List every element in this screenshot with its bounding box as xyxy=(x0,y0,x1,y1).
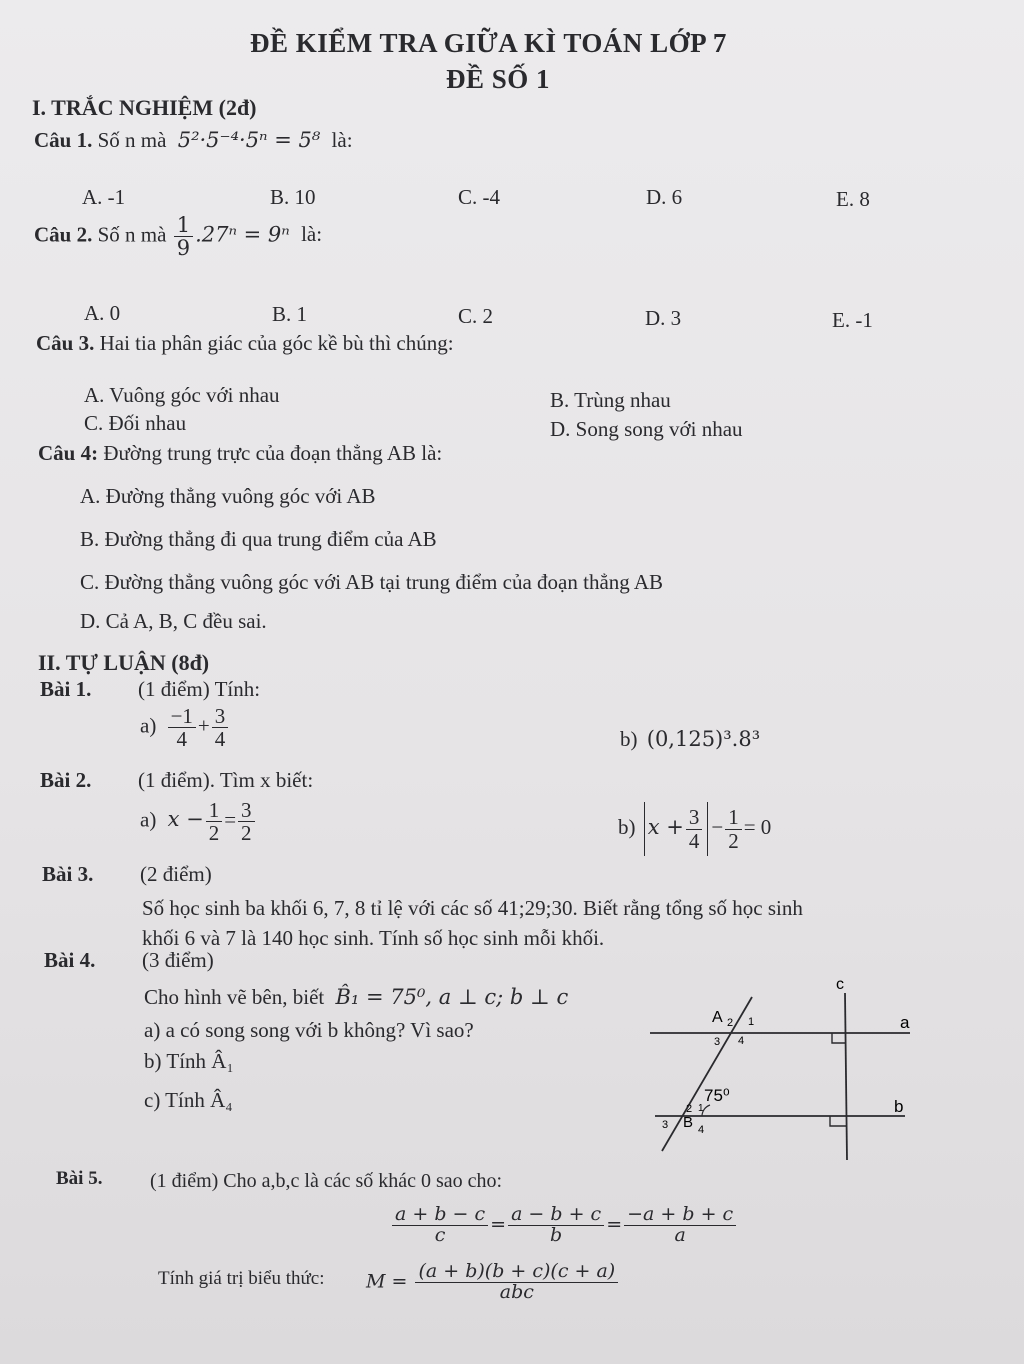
exercise-4-points: (3 điểm) xyxy=(142,948,214,972)
angle-a4: 4 xyxy=(738,1035,745,1047)
question-1-option-e: E. 8 xyxy=(836,187,870,211)
fraction-denominator: 2 xyxy=(728,828,739,853)
fraction-numerator: 3 xyxy=(686,806,703,829)
question-2-fraction-denominator: 9 xyxy=(176,236,191,261)
exercise-2-part-a-label: a) xyxy=(140,807,157,832)
exercise-3-line-1: Số học sinh ba khối 6, 7, 8 tỉ lệ với các số 41;29;30. Biết rằng tổng số học sinh xyxy=(142,896,803,920)
question-3-option-c: C. Đối nhau xyxy=(84,411,187,435)
question-1-label: Câu 1. xyxy=(34,128,93,152)
question-3-label: Câu 3. xyxy=(36,331,95,355)
exercise-1-part-a-label: a) xyxy=(140,713,157,738)
exercise-3-points: (2 điểm) xyxy=(140,862,212,886)
variable-x: x − xyxy=(167,807,204,832)
question-2-option-a: A. 0 xyxy=(84,301,121,325)
question-2-option-b: B. 1 xyxy=(272,302,308,326)
label-point-a: A xyxy=(712,1009,723,1026)
question-4-option-a: A. Đường thẳng vuông góc với AB xyxy=(80,484,376,508)
label-point-b: B xyxy=(683,1114,694,1131)
fraction-denominator: a xyxy=(674,1223,686,1246)
fraction-denominator: 2 xyxy=(208,821,220,846)
question-3-text: Hai tia phân giác của góc kề bù thì chúng: xyxy=(99,331,454,355)
exercise-2-text: (1 điểm). Tìm x biết: xyxy=(138,768,314,792)
exercise-4-intro-text: Cho hình vẽ bên, biết xyxy=(144,985,325,1009)
fraction-denominator: b xyxy=(550,1223,563,1246)
question-2-option-e: E. -1 xyxy=(832,308,873,332)
question-1-expression: 5²·5⁻⁴·5ⁿ = 5⁸ xyxy=(177,128,321,152)
exercise-4-figure xyxy=(640,965,930,1170)
line-c xyxy=(845,993,847,1160)
question-3-option-d: D. Song song với nhau xyxy=(550,417,743,441)
exercise-2-part-b xyxy=(618,802,771,856)
absolute-value-bar-right xyxy=(707,802,708,856)
exercise-4-part-c: c) Tính Â₄ xyxy=(144,1088,233,1112)
exercise-1-label: Bài 1. xyxy=(40,677,92,701)
angle-b4: 4 xyxy=(698,1124,705,1136)
label-a: a xyxy=(900,1013,910,1032)
exercise-5-expression xyxy=(366,1262,620,1303)
question-4-option-d: D. Cả A, B, C đều sai. xyxy=(80,609,267,633)
absolute-value-bar-left xyxy=(644,802,645,856)
question-2-option-c: C. 2 xyxy=(458,304,494,328)
fraction-denominator: abc xyxy=(499,1280,534,1303)
equals-sign: = xyxy=(224,807,237,832)
angle-value-75: 75⁰ xyxy=(704,1086,730,1105)
fraction-numerator: 1 xyxy=(725,806,742,829)
question-4 xyxy=(38,441,442,466)
exercise-3-label: Bài 3. xyxy=(42,862,94,886)
question-4-option-b: B. Đường thẳng đi qua trung điểm của AB xyxy=(80,527,437,551)
question-1-option-b: B. 10 xyxy=(270,185,316,209)
fraction-denominator: 4 xyxy=(688,828,700,853)
exercise-4-intro xyxy=(144,985,568,1010)
transversal-line xyxy=(662,997,755,1151)
right-angle-mark-b xyxy=(830,1116,846,1126)
fraction-numerator: (a + b)(b + c)(c + a) xyxy=(415,1262,618,1283)
exercise-1-part-a xyxy=(140,705,230,750)
question-1-tail: là: xyxy=(331,128,353,152)
exercise-5-label: Bài 5. xyxy=(56,1168,103,1189)
exercise-5-text: (1 điểm) Cho a,b,c là các số khác 0 sao cho: xyxy=(150,1170,503,1192)
fraction-numerator: 3 xyxy=(212,705,229,728)
section-multiple-choice-heading: I. TRẮC NGHIỆM (2đ) xyxy=(32,95,257,120)
equals-sign: = xyxy=(606,1213,623,1236)
question-2 xyxy=(34,214,322,259)
question-2-label: Câu 2. xyxy=(34,222,93,247)
section-essay-heading: II. TỰ LUẬN (8đ) xyxy=(38,650,210,675)
label-b: b xyxy=(894,1097,904,1116)
angle-b1: 1 xyxy=(698,1103,704,1114)
exercise-1-part-b xyxy=(620,727,760,752)
variable-x: x + xyxy=(647,814,684,839)
fraction-numerator: 1 xyxy=(206,799,223,822)
exam-subtitle: ĐỀ SỐ 1 xyxy=(446,64,551,94)
fraction-denominator: 2 xyxy=(241,821,252,846)
fraction-numerator: −a + b + c xyxy=(624,1205,736,1226)
angle-a2: 2 xyxy=(727,1017,734,1029)
exercise-4-part-b: b) Tính Â₁ xyxy=(144,1049,234,1073)
equals-zero: = 0 xyxy=(743,814,772,839)
fraction-denominator: c xyxy=(434,1223,446,1246)
exercise-5-eval-text: Tính giá trị biểu thức: xyxy=(158,1268,325,1289)
equals-sign: = xyxy=(490,1213,507,1236)
exercise-1-text: (1 điểm) Tính: xyxy=(138,677,261,701)
exercise-2-part-a xyxy=(140,799,257,844)
exercise-4-part-a: a) a có song song với b không? Vì sao? xyxy=(144,1018,474,1042)
question-2-fraction-numerator: 1 xyxy=(174,214,193,237)
fraction-denominator: 4 xyxy=(214,727,226,752)
fraction-numerator: 3 xyxy=(238,799,255,822)
angle-a3: 3 xyxy=(714,1036,721,1048)
question-4-text: Đường trung trực của đoạn thẳng AB là: xyxy=(103,441,443,465)
angle-b2: 2 xyxy=(686,1103,693,1115)
question-2-tail: là: xyxy=(301,222,323,247)
exercise-4-label: Bài 4. xyxy=(44,948,96,972)
question-2-text: Số n mà xyxy=(97,222,167,247)
question-1-option-a: A. -1 xyxy=(82,185,126,209)
fraction-numerator: a − b + c xyxy=(508,1205,604,1226)
exercise-4-given: B̂₁ = 75⁰, a ⊥ c; b ⊥ c xyxy=(335,985,569,1009)
fraction-numerator: a + b − c xyxy=(392,1205,488,1226)
exercise-3-line-2: khối 6 và 7 là 140 học sinh. Tính số học sinh mỗi khối. xyxy=(142,926,605,950)
exercise-1-part-b-label: b) xyxy=(620,727,638,751)
question-1-text: Số n mà xyxy=(97,128,167,152)
fraction-denominator: 4 xyxy=(176,727,187,752)
question-3 xyxy=(36,331,454,356)
angle-b3: 3 xyxy=(662,1119,669,1131)
question-2-option-d: D. 3 xyxy=(645,306,682,330)
question-1-option-d: D. 6 xyxy=(646,185,683,209)
exercise-2-label: Bài 2. xyxy=(40,768,92,792)
m-label: M = xyxy=(366,1270,408,1293)
question-4-label: Câu 4: xyxy=(38,441,99,465)
question-4-option-c: C. Đường thẳng vuông góc với AB tại trung điểm của đoạn thẳng AB xyxy=(80,570,664,594)
question-3-option-b: B. Trùng nhau xyxy=(550,388,671,412)
label-c: c xyxy=(836,976,844,993)
question-2-expression: .27ⁿ = 9ⁿ xyxy=(195,222,290,247)
question-3-option-a: A. Vuông góc với nhau xyxy=(84,383,280,407)
question-1 xyxy=(34,128,353,153)
fraction-numerator: −1 xyxy=(168,705,196,728)
exercise-2-part-b-label: b) xyxy=(618,814,636,839)
exercise-1-part-b-expression: (0,125)³.8³ xyxy=(646,727,761,751)
exam-title: ĐỀ KIỂM TRA GIỮA KÌ TOÁN LỚP 7 xyxy=(250,28,727,58)
minus-sign: − xyxy=(711,814,724,839)
exercise-5-condition xyxy=(390,1205,738,1246)
question-1-option-c: C. -4 xyxy=(458,185,500,209)
angle-a1: 1 xyxy=(748,1016,755,1028)
plus-sign: + xyxy=(197,713,210,738)
right-angle-mark-a xyxy=(832,1033,846,1043)
